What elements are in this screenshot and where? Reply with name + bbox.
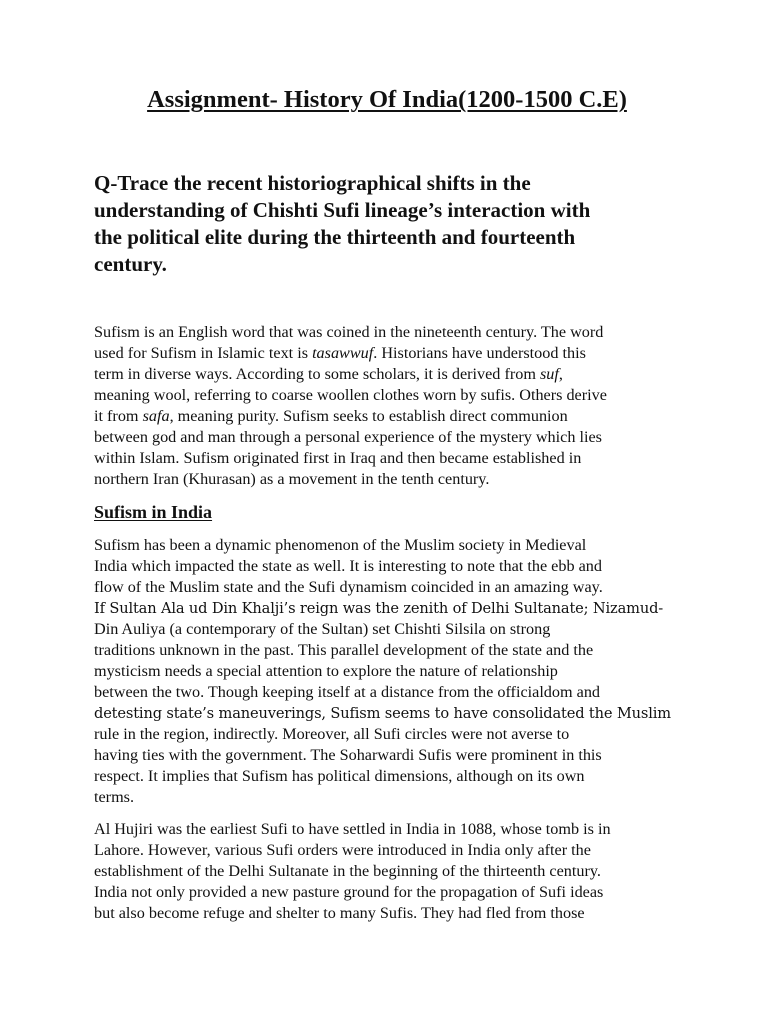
paragraph-line: Al Hujiri was the earliest Sufi to have settled in India in 1088, whose tomb is in: [94, 820, 611, 838]
paragraph-line: [94, 364, 680, 385]
italic-term: safa: [142, 407, 170, 425]
paragraph-line: detesting state’s maneuverings, Sufism seems to have consolidated the Muslim: [94, 705, 671, 722]
question-line: Q-Trace the recent historiographical shifts in the: [94, 171, 531, 195]
paragraph-line: India which impacted the state as well. It is interesting to note that the ebb and: [94, 557, 602, 575]
section-heading: Sufism in India: [94, 502, 213, 522]
al-hujiri-paragraph: [94, 819, 680, 924]
paragraph-line: [94, 343, 680, 364]
paragraph-line: between god and man through a personal experience of the mystery which lies: [94, 428, 602, 446]
paragraph-line: between the two. Though keeping itself at a distance from the officialdom and: [94, 683, 601, 701]
paragraph-line: but also become refuge and shelter to many Sufis. They had fled from those: [94, 904, 585, 922]
paragraph-line: Lahore. However, various Sufi orders were introduced in India only after the: [94, 841, 591, 859]
question-line: the political elite during the thirteenth and fourteenth: [94, 225, 576, 249]
paragraph-line: traditions unknown in the past. This parallel development of the state and the: [94, 641, 594, 659]
question-line: century.: [94, 252, 167, 276]
page-bottom-margin: [0, 960, 768, 1024]
question-line: understanding of Chishti Sufi lineage’s interaction with: [94, 198, 591, 222]
text-run: . Historians have understood this: [373, 344, 586, 362]
document-title: Assignment- History Of India(1200-1500 C.E): [147, 86, 627, 113]
paragraph-line: If Sultan Ala ud Din Khalji’s reign was the zenith of Delhi Sultanate; Nizamud-: [94, 600, 664, 617]
intro-paragraph: [94, 322, 680, 490]
paragraph-line: Din Auliya (a contemporary of the Sultan) set Chishti Silsila on strong: [94, 620, 551, 638]
question-heading: [94, 170, 680, 278]
paragraph-line: Sufism is an English word that was coined in the nineteenth century. The word: [94, 323, 604, 341]
text-run: it from: [94, 407, 143, 425]
text-run: , meaning purity. Sufism seeks to establish direct communion: [169, 407, 568, 425]
paragraph-line: rule in the region, indirectly. Moreover, all Sufi circles were not averse to: [94, 725, 570, 743]
paragraph-line: northern Iran (Khurasan) as a movement in the tenth century.: [94, 470, 490, 488]
text-run: term in diverse ways. According to some scholars, it is derived from: [94, 365, 540, 383]
paragraph-line: flow of the Muslim state and the Sufi dynamism coincided in an amazing way.: [94, 578, 603, 596]
paragraph-line: India not only provided a new pasture ground for the propagation of Sufi ideas: [94, 883, 604, 901]
paragraph-line: establishment of the Delhi Sultanate in the beginning of the thirteenth century.: [94, 862, 601, 880]
italic-term: tasawwuf: [312, 344, 374, 362]
paragraph-line: Sufism has been a dynamic phenomenon of the Muslim society in Medieval: [94, 536, 587, 554]
paragraph-line: within Islam. Sufism originated first in Iraq and then became established in: [94, 449, 582, 467]
paragraph-line: having ties with the government. The Soharwardi Sufis were prominent in this: [94, 746, 602, 764]
paragraph-line: mysticism needs a special attention to explore the nature of relationship: [94, 662, 558, 680]
sufism-india-paragraph: [94, 535, 680, 808]
paragraph-line: [94, 406, 680, 427]
paragraph-line: respect. It implies that Sufism has political dimensions, although on its own: [94, 767, 585, 785]
text-run: ,: [558, 365, 563, 383]
text-run: used for Sufism in Islamic text is: [94, 344, 313, 362]
italic-term: suf: [539, 365, 559, 383]
paragraph-line: terms.: [94, 788, 135, 806]
paragraph-line: meaning wool, referring to coarse woollen clothes worn by sufis. Others derive: [94, 386, 607, 404]
